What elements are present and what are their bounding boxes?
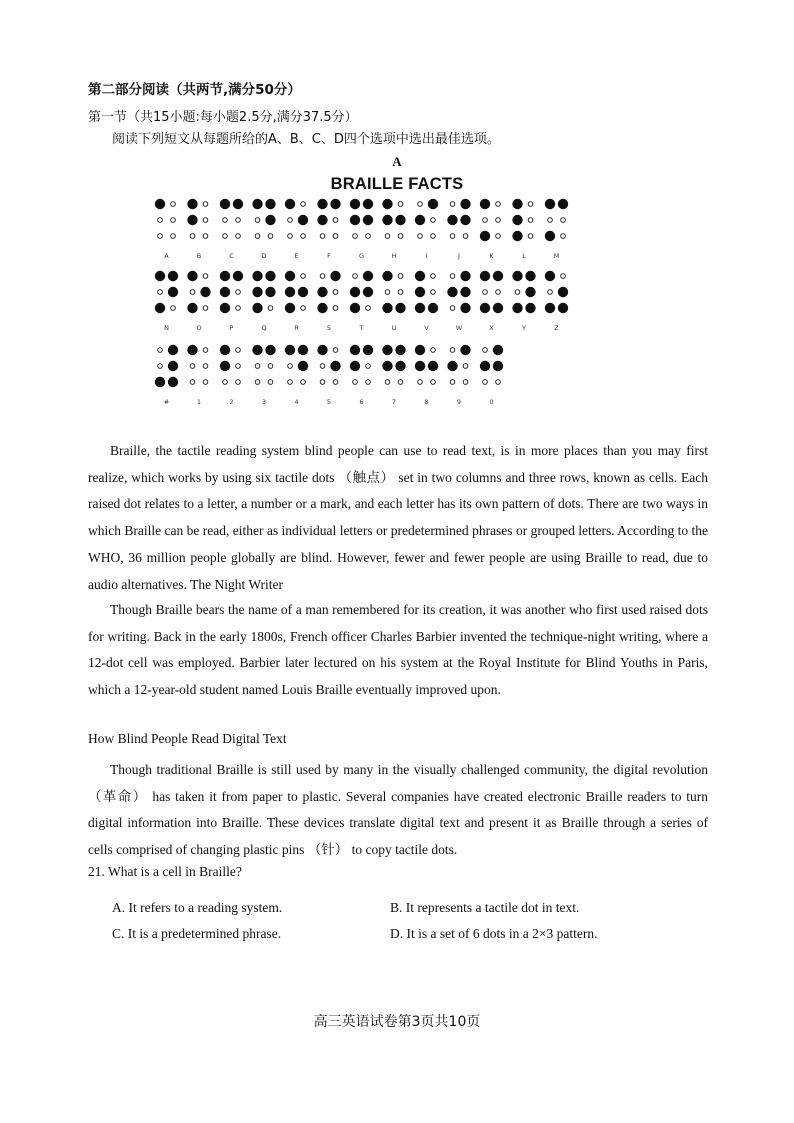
braille-dot-raised bbox=[233, 271, 243, 281]
braille-dot-flat bbox=[158, 290, 163, 295]
braille-dot-flat bbox=[366, 364, 371, 369]
braille-dot-raised bbox=[317, 215, 327, 225]
braille-label: C bbox=[229, 252, 234, 260]
braille-label: V bbox=[424, 324, 429, 332]
braille-dot-flat bbox=[496, 290, 501, 295]
braille-dot-flat bbox=[515, 290, 520, 295]
braille-dot-flat bbox=[353, 380, 358, 385]
braille-dot-flat bbox=[333, 290, 338, 295]
instruction-text: 阅读下列短文从每题所给的A、B、C、D四个选项中选出最佳选项。 bbox=[112, 132, 500, 147]
braille-dot-raised bbox=[525, 271, 535, 281]
braille-dot-flat bbox=[450, 234, 455, 239]
braille-dot-raised bbox=[187, 271, 197, 281]
braille-dot-raised bbox=[395, 345, 405, 355]
braille-label: 5 bbox=[326, 398, 332, 406]
braille-dot-raised bbox=[428, 361, 438, 371]
braille-label: Q bbox=[261, 324, 267, 332]
braille-dot-flat bbox=[431, 380, 436, 385]
braille-dot-flat bbox=[236, 290, 241, 295]
braille-dot-flat bbox=[483, 348, 488, 353]
braille-dot-flat bbox=[548, 218, 553, 223]
braille-dot-raised bbox=[285, 345, 295, 355]
braille-dot-raised bbox=[480, 303, 490, 313]
braille-dot-flat bbox=[171, 218, 176, 223]
braille-dot-flat bbox=[203, 306, 208, 311]
braille-dot-raised bbox=[350, 303, 360, 313]
paragraph-intro: Braille, the tactile reading system blind people can use to read text, is in more places than you may first realize, which works by using six tactile dots （触点） set in two columns and three rows, known as cells. Each raised dot relates to a letter, a number or a mark, and each letter has its own pattern of dots. There are two ways in which Braille can be read, either as individual letters or predetermined phrases or grouped letters. According to the WHO, 36 million people globally are blind. However, fewer and fewer people are using Braille to read, due to audio alternatives. The Night Writer bbox=[88, 443, 708, 592]
braille-dot-raised bbox=[512, 231, 522, 241]
braille-dot-flat bbox=[268, 306, 273, 311]
braille-dot-flat bbox=[483, 218, 488, 223]
braille-dot-raised bbox=[187, 303, 197, 313]
braille-dot-flat bbox=[236, 348, 241, 353]
braille-dot-flat bbox=[353, 274, 358, 279]
option-a[interactable]: A. It refers to a reading system. bbox=[112, 900, 283, 915]
braille-dot-raised bbox=[350, 287, 360, 297]
braille-dot-flat bbox=[158, 218, 163, 223]
braille-chart-title: BRAILLE FACTS bbox=[330, 175, 464, 193]
braille-dot-flat bbox=[320, 380, 325, 385]
braille-dot-raised bbox=[155, 303, 165, 313]
braille-dot-raised bbox=[460, 215, 470, 225]
braille-dot-raised bbox=[447, 287, 457, 297]
braille-dot-raised bbox=[545, 231, 555, 241]
braille-dot-flat bbox=[353, 234, 358, 239]
braille-dot-flat bbox=[450, 380, 455, 385]
braille-dot-raised bbox=[285, 287, 295, 297]
braille-label: J bbox=[458, 252, 460, 260]
braille-dot-raised bbox=[265, 287, 275, 297]
braille-dot-flat bbox=[320, 274, 325, 279]
braille-dot-raised bbox=[382, 303, 392, 313]
braille-dot-flat bbox=[301, 234, 306, 239]
braille-dot-raised bbox=[350, 361, 360, 371]
braille-label: B bbox=[196, 252, 202, 260]
braille-dot-raised bbox=[512, 199, 522, 209]
braille-label: K bbox=[489, 252, 494, 260]
braille-dot-raised bbox=[155, 271, 165, 281]
braille-dot-flat bbox=[398, 274, 403, 279]
braille-dot-flat bbox=[385, 234, 390, 239]
braille-dot-flat bbox=[366, 234, 371, 239]
option-c[interactable]: C. It is a predetermined phrase. bbox=[112, 926, 282, 941]
braille-dot-raised bbox=[330, 271, 340, 281]
braille-dot-flat bbox=[190, 234, 195, 239]
braille-dot-flat bbox=[561, 218, 566, 223]
braille-label: Z bbox=[554, 324, 559, 332]
braille-label: 2 bbox=[229, 398, 234, 406]
braille-dot-raised bbox=[363, 215, 373, 225]
braille-dot-flat bbox=[288, 218, 293, 223]
braille-dot-raised bbox=[493, 271, 503, 281]
braille-dot-flat bbox=[158, 364, 163, 369]
braille-dot-raised bbox=[545, 271, 555, 281]
braille-label: R bbox=[294, 324, 299, 332]
braille-label: T bbox=[359, 324, 364, 332]
braille-dot-raised bbox=[460, 199, 470, 209]
braille-dot-flat bbox=[255, 234, 260, 239]
braille-dot-raised bbox=[317, 345, 327, 355]
braille-dot-raised bbox=[447, 215, 457, 225]
braille-label: P bbox=[229, 324, 234, 332]
braille-label: 9 bbox=[456, 398, 462, 406]
braille-dot-flat bbox=[548, 290, 553, 295]
braille-dot-flat bbox=[320, 234, 325, 239]
braille-dot-flat bbox=[158, 348, 163, 353]
braille-label: I bbox=[425, 252, 428, 260]
braille-label: L bbox=[522, 252, 526, 260]
braille-dot-flat bbox=[158, 234, 163, 239]
braille-dot-raised bbox=[265, 345, 275, 355]
braille-dot-raised bbox=[330, 199, 340, 209]
braille-dot-raised bbox=[382, 361, 392, 371]
braille-dot-flat bbox=[418, 202, 423, 207]
braille-dot-flat bbox=[431, 274, 436, 279]
braille-dot-raised bbox=[285, 303, 295, 313]
braille-dot-raised bbox=[363, 271, 373, 281]
option-b[interactable]: B. It represents a tactile dot in text. bbox=[390, 900, 580, 915]
braille-dot-flat bbox=[450, 274, 455, 279]
braille-dot-flat bbox=[496, 202, 501, 207]
braille-label: S bbox=[326, 324, 332, 332]
braille-dot-raised bbox=[298, 215, 308, 225]
passage-label: A bbox=[392, 154, 402, 169]
braille-dot-flat bbox=[301, 274, 306, 279]
braille-dot-raised bbox=[330, 361, 340, 371]
braille-dot-raised bbox=[363, 345, 373, 355]
braille-dot-flat bbox=[398, 290, 403, 295]
braille-dot-raised bbox=[317, 199, 327, 209]
paragraph-digital: Though traditional Braille is still used by many in the visually challenged community, the digital revolution （革命） has taken it from paper to plastic. Several companies have created electronic Braille readers to turn digital information into Braille. These devices translate digital text and present it as Braille through a series of cells comprised of changing plastic pins （针） to copy tactile dots. bbox=[88, 762, 708, 858]
question-21: 21. What is a cell in Braille? bbox=[88, 864, 242, 879]
braille-dot-flat bbox=[288, 364, 293, 369]
braille-label: E bbox=[294, 252, 299, 260]
braille-dot-flat bbox=[203, 202, 208, 207]
braille-label: U bbox=[391, 324, 397, 332]
braille-dot-flat bbox=[223, 218, 228, 223]
braille-dot-flat bbox=[171, 234, 176, 239]
braille-dot-raised bbox=[493, 361, 503, 371]
braille-dot-raised bbox=[298, 287, 308, 297]
braille-dot-flat bbox=[385, 290, 390, 295]
braille-dot-raised bbox=[265, 271, 275, 281]
braille-dot-raised bbox=[220, 303, 230, 313]
braille-label: O bbox=[196, 324, 202, 332]
braille-dot-raised bbox=[168, 287, 178, 297]
braille-dot-raised bbox=[252, 271, 262, 281]
braille-dot-flat bbox=[268, 380, 273, 385]
braille-dot-flat bbox=[236, 364, 241, 369]
braille-dot-flat bbox=[483, 290, 488, 295]
braille-dot-raised bbox=[460, 303, 470, 313]
section-header: 第二部分阅读（共两节,满分50分） bbox=[88, 82, 301, 98]
braille-dot-raised bbox=[220, 271, 230, 281]
braille-dot-flat bbox=[268, 364, 273, 369]
braille-dot-raised bbox=[480, 231, 490, 241]
braille-dot-raised bbox=[187, 199, 197, 209]
braille-dot-raised bbox=[187, 345, 197, 355]
braille-dot-raised bbox=[480, 199, 490, 209]
braille-dot-raised bbox=[525, 287, 535, 297]
braille-label: G bbox=[358, 252, 365, 260]
braille-dot-flat bbox=[203, 234, 208, 239]
braille-dot-raised bbox=[220, 199, 230, 209]
braille-dot-raised bbox=[545, 199, 555, 209]
braille-dot-raised bbox=[155, 377, 165, 387]
braille-label: # bbox=[163, 398, 170, 406]
braille-label: 3 bbox=[261, 398, 267, 406]
braille-label: 7 bbox=[391, 398, 397, 406]
braille-dot-flat bbox=[203, 348, 208, 353]
braille-dot-flat bbox=[333, 306, 338, 311]
braille-dot-flat bbox=[333, 348, 338, 353]
braille-dot-flat bbox=[398, 202, 403, 207]
braille-dot-flat bbox=[418, 380, 423, 385]
paragraph-night-writer: Though Braille bears the name of a man remembered for its creation, it was another who first used raised dots for writing. Back in the early 1800s, French officer Charles Barbier invented the technique-night writing, where a 12-dot cell was employed. Barbier later lectured on his system at the Royal Institute for Blind Youths in Paris, which a 12-year-old student named Louis Braille eventually improved upon. bbox=[88, 602, 708, 698]
braille-dot-flat bbox=[450, 348, 455, 353]
braille-dot-raised bbox=[415, 271, 425, 281]
braille-dot-raised bbox=[493, 303, 503, 313]
braille-dot-raised bbox=[480, 271, 490, 281]
braille-dot-raised bbox=[382, 271, 392, 281]
braille-dot-raised bbox=[447, 361, 457, 371]
braille-label: 6 bbox=[359, 398, 364, 406]
braille-alphabet-chart bbox=[150, 196, 580, 410]
braille-dot-raised bbox=[265, 199, 275, 209]
braille-dot-raised bbox=[382, 199, 392, 209]
braille-dot-raised bbox=[200, 287, 210, 297]
braille-dot-flat bbox=[203, 218, 208, 223]
subsection-title: 第一节（共15小题:每小题2.5分,满分37.5分） bbox=[88, 110, 358, 125]
braille-dot-raised bbox=[285, 271, 295, 281]
braille-dot-raised bbox=[395, 215, 405, 225]
braille-dot-raised bbox=[252, 199, 262, 209]
braille-dot-raised bbox=[155, 199, 165, 209]
braille-dot-flat bbox=[431, 234, 436, 239]
braille-dot-raised bbox=[415, 287, 425, 297]
braille-label: H bbox=[391, 252, 397, 260]
braille-dot-raised bbox=[220, 361, 230, 371]
braille-dot-raised bbox=[168, 377, 178, 387]
braille-dot-flat bbox=[418, 234, 423, 239]
braille-dot-raised bbox=[252, 303, 262, 313]
braille-dot-flat bbox=[450, 202, 455, 207]
braille-dot-flat bbox=[223, 380, 228, 385]
braille-dot-raised bbox=[382, 215, 392, 225]
braille-dot-flat bbox=[333, 234, 338, 239]
braille-dot-raised bbox=[298, 361, 308, 371]
braille-dot-raised bbox=[512, 303, 522, 313]
braille-dot-flat bbox=[528, 234, 533, 239]
braille-dot-raised bbox=[187, 215, 197, 225]
braille-dot-flat bbox=[463, 380, 468, 385]
braille-dot-raised bbox=[512, 271, 522, 281]
braille-dot-flat bbox=[268, 234, 273, 239]
braille-dot-raised bbox=[525, 303, 535, 313]
braille-dot-flat bbox=[301, 380, 306, 385]
braille-dot-raised bbox=[265, 215, 275, 225]
braille-dot-raised bbox=[220, 287, 230, 297]
braille-dot-flat bbox=[190, 364, 195, 369]
braille-dot-raised bbox=[252, 345, 262, 355]
braille-dot-flat bbox=[333, 380, 338, 385]
page-footer: 高三英语试卷第3页共10页 bbox=[313, 1014, 481, 1030]
braille-dot-raised bbox=[395, 361, 405, 371]
braille-label: M bbox=[553, 252, 560, 260]
braille-dot-raised bbox=[428, 199, 438, 209]
braille-dot-raised bbox=[317, 287, 327, 297]
braille-dot-flat bbox=[366, 380, 371, 385]
braille-label: 4 bbox=[294, 398, 299, 406]
braille-dot-raised bbox=[415, 303, 425, 313]
braille-dot-raised bbox=[493, 345, 503, 355]
braille-label: A bbox=[164, 252, 169, 260]
braille-dot-raised bbox=[382, 345, 392, 355]
braille-dot-raised bbox=[460, 345, 470, 355]
braille-dot-raised bbox=[512, 215, 522, 225]
braille-label: 0 bbox=[489, 398, 494, 406]
braille-dot-flat bbox=[366, 306, 371, 311]
braille-label: D bbox=[261, 252, 267, 260]
braille-dot-raised bbox=[363, 199, 373, 209]
braille-dot-flat bbox=[190, 290, 195, 295]
braille-dot-flat bbox=[496, 380, 501, 385]
braille-label: Y bbox=[522, 324, 526, 332]
braille-dot-flat bbox=[255, 218, 260, 223]
braille-dot-flat bbox=[431, 218, 436, 223]
braille-dot-raised bbox=[460, 287, 470, 297]
braille-dot-raised bbox=[168, 345, 178, 355]
braille-dot-flat bbox=[398, 380, 403, 385]
braille-dot-raised bbox=[428, 303, 438, 313]
braille-label: F bbox=[327, 252, 331, 260]
braille-dot-flat bbox=[483, 380, 488, 385]
braille-label: W bbox=[455, 324, 463, 332]
braille-dot-raised bbox=[350, 345, 360, 355]
braille-dot-flat bbox=[190, 380, 195, 385]
braille-dot-flat bbox=[431, 348, 436, 353]
braille-dot-flat bbox=[333, 218, 338, 223]
braille-dot-raised bbox=[480, 361, 490, 371]
braille-dot-flat bbox=[431, 290, 436, 295]
braille-dot-raised bbox=[252, 287, 262, 297]
braille-dot-raised bbox=[363, 287, 373, 297]
braille-dot-raised bbox=[298, 345, 308, 355]
braille-dot-flat bbox=[223, 234, 228, 239]
braille-label: 1 bbox=[196, 398, 202, 406]
braille-dot-raised bbox=[350, 215, 360, 225]
braille-dot-flat bbox=[301, 306, 306, 311]
braille-dot-raised bbox=[415, 361, 425, 371]
braille-label: 8 bbox=[424, 398, 429, 406]
braille-dot-flat bbox=[496, 218, 501, 223]
braille-dot-raised bbox=[168, 271, 178, 281]
braille-dot-raised bbox=[233, 199, 243, 209]
braille-dot-flat bbox=[450, 306, 455, 311]
braille-label: N bbox=[164, 324, 169, 332]
braille-dot-flat bbox=[561, 234, 566, 239]
braille-dot-raised bbox=[558, 287, 568, 297]
braille-dot-raised bbox=[350, 199, 360, 209]
braille-dot-raised bbox=[317, 303, 327, 313]
braille-dot-raised bbox=[220, 345, 230, 355]
braille-dot-flat bbox=[236, 380, 241, 385]
braille-dot-raised bbox=[285, 199, 295, 209]
braille-dot-flat bbox=[561, 274, 566, 279]
braille-dot-flat bbox=[463, 364, 468, 369]
braille-dot-flat bbox=[528, 218, 533, 223]
braille-dot-flat bbox=[528, 202, 533, 207]
braille-dot-flat bbox=[255, 380, 260, 385]
braille-dot-flat bbox=[236, 234, 241, 239]
braille-dot-raised bbox=[545, 303, 555, 313]
braille-dot-raised bbox=[168, 361, 178, 371]
braille-dot-flat bbox=[496, 234, 501, 239]
braille-dot-flat bbox=[463, 234, 468, 239]
braille-dot-flat bbox=[288, 234, 293, 239]
option-d[interactable]: D. It is a set of 6 dots in a 2×3 pattern. bbox=[390, 926, 598, 941]
braille-dot-flat bbox=[236, 306, 241, 311]
braille-dot-flat bbox=[385, 380, 390, 385]
braille-dot-raised bbox=[558, 303, 568, 313]
braille-dot-flat bbox=[171, 306, 176, 311]
braille-dot-flat bbox=[288, 380, 293, 385]
braille-dot-raised bbox=[558, 199, 568, 209]
braille-dot-raised bbox=[415, 215, 425, 225]
braille-dot-flat bbox=[171, 202, 176, 207]
braille-dot-raised bbox=[395, 303, 405, 313]
braille-label: X bbox=[489, 324, 494, 332]
braille-dot-flat bbox=[398, 234, 403, 239]
braille-dot-raised bbox=[415, 345, 425, 355]
braille-dot-flat bbox=[236, 218, 241, 223]
braille-dot-flat bbox=[203, 274, 208, 279]
braille-dot-flat bbox=[255, 364, 260, 369]
braille-dot-flat bbox=[320, 364, 325, 369]
braille-dot-flat bbox=[203, 364, 208, 369]
subheading-digital-text: How Blind People Read Digital Text bbox=[88, 731, 287, 746]
braille-dot-flat bbox=[301, 202, 306, 207]
braille-dot-flat bbox=[203, 380, 208, 385]
braille-dot-raised bbox=[460, 271, 470, 281]
